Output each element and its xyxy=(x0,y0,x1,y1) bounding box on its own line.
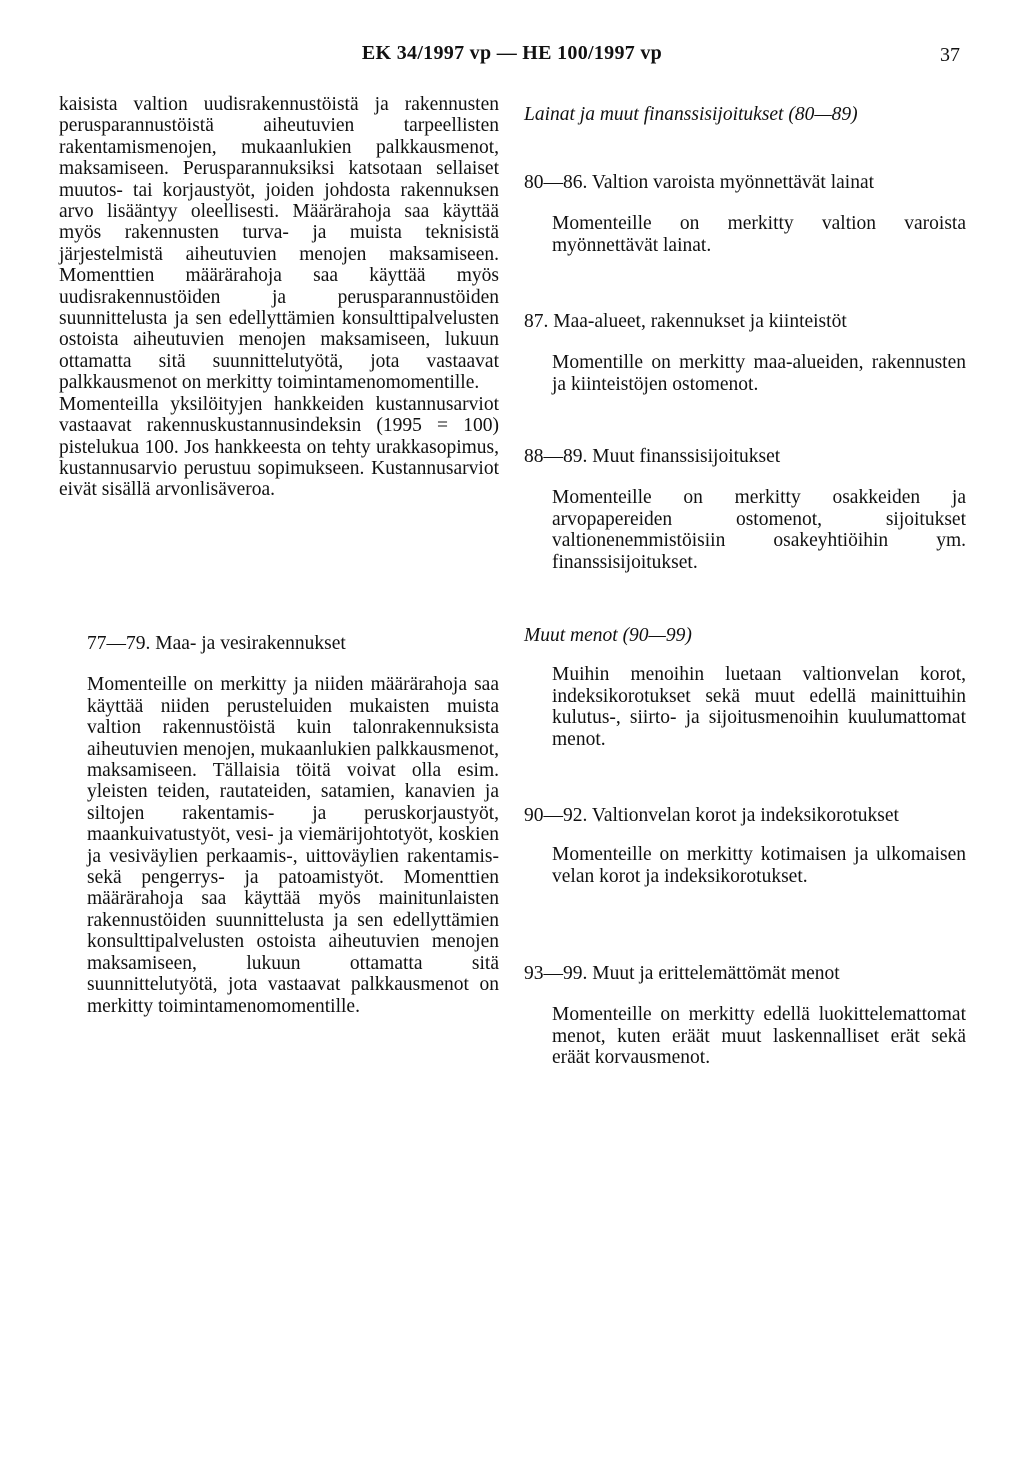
section-93-heading: 93—99. Muut ja erittelemättömät menot xyxy=(524,963,840,984)
cost-estimate-paragraph: Momenteilla yksilöityjen hankkeiden kustannusarviot vastaavat rakennuskustannusindeksin (1995 = 100) pistelukua 100. Jos hankkeesta on tehty urakkasopimus, kustannusarvio perustuu sopimukseen. Kustannusarviot eivät sisällä arvonlisäveroa. xyxy=(59,393,499,501)
section-80-heading: 80—86. Valtion varoista myönnettävät lainat xyxy=(524,172,875,193)
section-88-89 xyxy=(524,446,966,573)
section-93-text: Momenteille on merkitty edellä luokittelemattomat menot, kuten eräät muut laskennalliset erät sekä eräät korvausmenot. xyxy=(552,1004,966,1069)
left-column xyxy=(59,94,499,501)
page-title: EK 34/1997 vp — HE 100/1997 vp xyxy=(361,42,663,64)
page-header xyxy=(0,42,1024,72)
section-88-heading: 88—89. Muut finanssisijoitukset xyxy=(524,446,781,467)
section-87-heading: 87. Maa-alueet, rakennukset ja kiinteistöt xyxy=(524,311,847,332)
page-number: 37 xyxy=(940,44,960,66)
intro-paragraph: kaisista valtion uudisrakennustöistä ja rakennusten perusparannustöistä aiheutuvien tarpeellisten rakentamismenojen, mukaanlukien palkkausmenot, maksamiseen. Perusparannuksiksi katsotaan sellaiset muutos- tai korjaustyöt, joiden johdosta rakennuksen arvo lisääntyy oleellisesti. Määrärahoja saa käyttää myös rakennusten turva- ja muista teknisistä järjestelmistä aiheutuvien menojen maksamiseen. Momenttien määrärahoja saa käyttää myös uudisrakennustöiden ja perusparannustöiden suunnittelusta ja sen edellyttämien konsulttipalvelusten ostoista aiheutuvien menojen maksamiseen, lukuun ottamatta sitä suunnittelutyötä, jota vastaavat palkkausmenot on merkitty toimintamenomomentille. xyxy=(59,94,499,394)
section-80-86 xyxy=(524,172,966,256)
muut-menot-section xyxy=(524,625,966,750)
section-80-text: Momenteille on merkitty valtion varoista myönnettävät lainat. xyxy=(552,213,966,256)
lainat-heading: Lainat ja muut finanssisijoitukset (80—89) xyxy=(524,104,858,125)
section-77-text: Momenteille on merkitty ja niiden määrärahoja saa käyttää niiden perusteluiden mukaisten muista valtion rakennustöistä kuin talonrakennuksista aiheutuvien menojen, mukaanlukien palkkausmenot, maksamiseen. Tällaisia töitä voivat olla esim. yleisten teiden, rautateiden, satamien, kanavien ja siltojen rakentamis- ja peruskorjaustyöt, maankuivatustyöt, vesi- ja viemärijohtotyöt, koskien ja vesiväylien perkaamis-, uittoväylien rakentamis- sekä pengerrys- ja patoamistyöt. Momenttien määrärahoja saa käyttää myös mainitunlaisten rakennustöiden suunnittelusta ja sen edellyttämien konsulttipalvelusten ostoista aiheutuvien menojen maksamiseen, lukuun ottamatta sitä suunnittelutyötä, jota vastaavat palkkausmenot on merkitty toimintamenomomentille. xyxy=(87,674,499,1017)
section-88-text: Momenteille on merkitty osakkeiden ja arvopapereiden ostomenot, sijoitukset valtionenemmistöisiin osakeyhtiöihin ym. finanssisijoitukset. xyxy=(552,487,966,573)
muut-menot-text: Muihin menoihin luetaan valtionvelan korot, indeksikorotukset sekä muut edellä mainittuihin kulutus-, siirto- ja sijoitusmenoihin kuulumattomat menot. xyxy=(552,664,966,750)
section-93-99 xyxy=(524,963,966,1069)
section-90-92 xyxy=(524,805,966,887)
section-90-text: Momenteille on merkitty kotimaisen ja ulkomaisen velan korot ja indeksikorotukset. xyxy=(552,844,966,887)
section-87-text: Momentille on merkitty maa-alueiden, rakennusten ja kiinteistöjen ostomenot. xyxy=(552,352,966,395)
section-90-heading: 90—92. Valtionvelan korot ja indeksikorotukset xyxy=(524,805,899,826)
section-77-79 xyxy=(59,633,499,1017)
lainat-section xyxy=(524,104,966,125)
muut-menot-heading: Muut menot (90—99) xyxy=(524,625,692,646)
section-87 xyxy=(524,311,966,395)
section-77-heading: 77—79. Maa- ja vesirakennukset xyxy=(87,633,346,654)
